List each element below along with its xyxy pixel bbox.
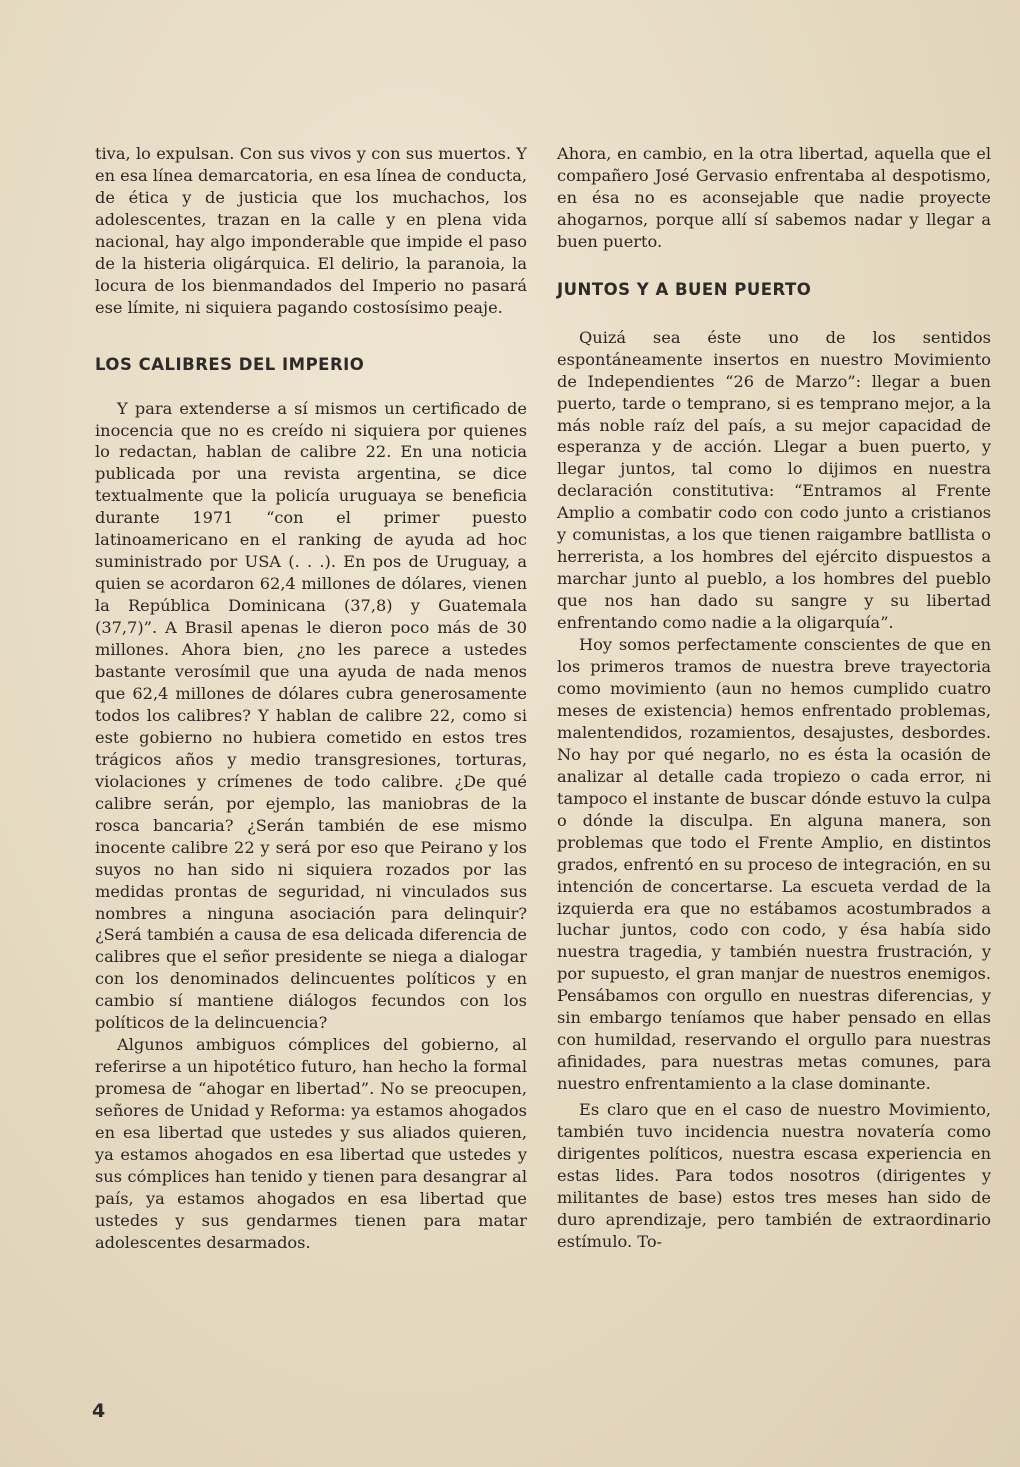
left-paragraph-3: Algunos ambiguos cómplices del gobierno, al referirse a un hipotético futuro, han hecho la formal promesa de “ahogar en libertad”. No se preocupen, señores de Unidad y Reforma: ya estamos ahogados en esa libertad que ustedes y sus aliados quieren, ya estamos ahogados en esa libertad que ustedes y sus cómplices han tenido y tienen para desangrar al país, ya estamos ahogados en esa libertad que ustedes y sus gendarmes tienen para matar adolescentes desarmados. [95, 1035, 527, 1252]
section-heading-juntos: JUNTOS Y A BUEN PUERTO [557, 279, 812, 299]
right-paragraph-3: Hoy somos perfectamente conscientes de que en los primeros tramos de nuestra breve trayectoria como movimiento (aun no hemos cumplido cuatro meses de existencia) hemos enfrentado problemas, malentendidos, rozamientos, desajustes, desbordes. No hay por qué negarlo, no es ésta la ocasión de analizar al detalle cada tropiezo o cada error, ni tampoco el instante de buscar dónde estuvo la culpa o dónde la disculpa. En alguna manera, son problemas que todo el Frente Amplio, en distintos grados, enfrentó en su proceso de integración, en su intención de concertarse. La escueta verdad de la izquierda era que no estábamos acostumbrados a luchar juntos, codo con codo, y ésa había sido nuestra tragedia, y también nuestra frustración, y por supuesto, el gran manjar de nuestros enemigos. Pensábamos con orgullo en nuestras diferencias, y sin embargo teníamos que haber pensado en ellas con humildad, reservando el orgullo para nuestras afinidades, para nuestras metas comunes, para nuestro enfrentamiento a la clase dominante. [557, 635, 991, 1094]
left-paragraph-1: tiva, lo expulsan. Con sus vivos y con sus muertos. Y en esa línea demarcatoria, en esa línea de conducta, de ética y de justicia que los muchachos, los adolescentes, trazan en la calle y en plena vida nacional, hay algo imponderable que impide el paso de la histeria oligárquica. El delirio, la paranoia, la locura de los bienmandados del Imperio no pasará ese límite, ni siquiera pagando costosísimo peaje. [95, 144, 527, 317]
right-paragraph-1: Ahora, en cambio, en la otra libertad, aquella que el compañero José Gervasio enfrentaba al despotismo, en ésa no es aconsejable que nadie proyecte ahogarnos, porque allí sí sabemos nadar y llegar a buen puerto. [557, 144, 991, 251]
right-paragraph-4: Es claro que en el caso de nuestro Movimiento, también tuvo incidencia nuestra novatería como dirigentes políticos, nuestra escasa experiencia en estas lides. Para todos nosotros (dirigentes y militantes de base) estos tres meses han sido de duro aprendizaje, pero también de extraordinario estímulo. To- [557, 1100, 991, 1251]
page-number: 4 [92, 1400, 106, 1422]
right-column [557, 143, 991, 1253]
section-heading-calibres: LOS CALIBRES DEL IMPERIO [95, 354, 365, 374]
left-column [95, 143, 527, 1254]
right-paragraph-2: Quizá sea éste uno de los sentidos espontáneamente insertos en nuestro Movimiento de Independientes “26 de Marzo”: llegar a buen puerto, tarde o temprano, si es temprano mejor, a la más noble raíz del país, a su mejor capacidad de esperanza y de acción. Llegar a buen puerto, y llegar juntos, tal como lo dijimos en nuestra declaración constitutiva: “Entramos al Frente Amplio a combatir codo con codo junto a cristianos y comunistas, a los que tienen raigambre batllista o herrerista, a los hombres del ejército dispuestos a marchar junto al pueblo, a los hombres del pueblo que nos han dado su sangre y su libertad enfrentando como nadie a la oligarquía”. [557, 327, 991, 633]
left-paragraph-2: Y para extenderse a sí mismos un certificado de inocencia que no es creído ni siquiera por quienes lo redactan, hablan de calibre 22. En una noticia publicada por una revista argentina, se dice textualmente que la policía uruguaya se beneficia durante 1971 “con el primer puesto latinoamericano en el ranking de ayuda ad hoc suministrado por USA (. . .). En pos de Uruguay, a quien se acordaron 62,4 millones de dólares, vienen la República Dominicana (37,8) y Guatemala (37,7)”. A Brasil apenas le dieron poco más de 30 millones. Ahora bien, ¿no les parece a ustedes bastante verosímil que una ayuda de nada menos que 62,4 millones de dólares cubra generosamente todos los calibres? Y hablan de calibre 22, como si este gobierno no hubiera cometido en estos tres trágicos años y medio transgresiones, torturas, violaciones y crímenes de todo calibre. ¿De qué calibre serán, por ejemplo, las maniobras de la rosca bancaria? ¿Serán también de ese mismo inocente calibre 22 y será por eso que Peirano y los suyos no han sido ni siquiera rozados por las medidas prontas de seguridad, ni vinculados sus nombres a ninguna asociación para delinquir? ¿Será también a causa de esa delicada diferencia de calibres que el señor presidente se niega a dialogar con los denominados delincuentes políticos y en cambio sí mantiene diálogos fecundos con los políticos de la delincuencia? [95, 398, 527, 1033]
